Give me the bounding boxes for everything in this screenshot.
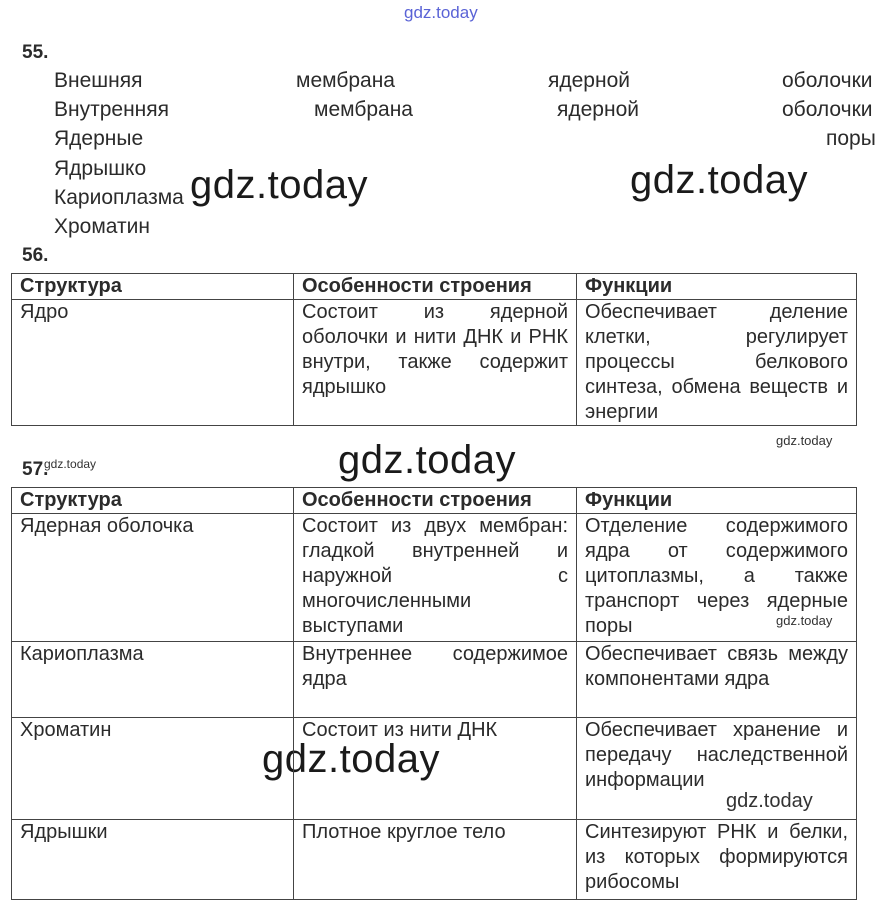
table-row — [12, 820, 857, 900]
structure-table-56 — [11, 273, 857, 426]
watermark-large: gdz.today — [262, 737, 440, 781]
watermark-small: gdz.today — [44, 457, 97, 471]
table-cell: Состоит из двух мембран: гладкой внутренней и наружной с многочисленными выступами — [294, 514, 577, 642]
task55-word: мембрана — [296, 69, 395, 92]
column-header: Структура — [12, 274, 294, 300]
table-cell: Обеспечивает связь между компонентами ядра — [577, 642, 857, 718]
column-header: Структура — [12, 488, 294, 514]
watermark-medium: gdz.today — [726, 790, 813, 812]
task-number: 56. — [22, 245, 49, 266]
task55-word: ядерной — [548, 69, 630, 92]
watermark-large: gdz.today — [338, 438, 516, 482]
table-row — [12, 300, 857, 426]
task55-word: ядерной — [557, 98, 639, 121]
column-header: Функции — [577, 274, 857, 300]
task55-word: мембрана — [314, 98, 413, 121]
task55-word: поры — [826, 127, 876, 150]
column-header: Особенности строения — [294, 274, 577, 300]
table-cell: Обеспечивает хранение и передачу наследственной информации — [577, 718, 857, 820]
task55-word: Кариоплазма — [54, 186, 184, 209]
watermark-top: gdz.today — [404, 3, 478, 22]
watermark-small: gdz.today — [776, 433, 833, 448]
table-cell: Состоит из ядерной оболочки и нити ДНК и РНК внутри, также содержит ядрышко — [294, 300, 577, 426]
task55-word: Внешняя — [54, 69, 143, 92]
table-header-row — [12, 274, 857, 300]
table-cell: Состоит из нити ДНК — [294, 718, 577, 820]
table-cell: Кариоплазма — [12, 642, 294, 718]
table-cell: Синтезируют РНК и белки, из которых формируются рибосомы — [577, 820, 857, 900]
table-cell: Ядро — [12, 300, 294, 426]
task55-word: Хроматин — [54, 215, 150, 238]
task-number: 55. — [22, 42, 49, 63]
table-cell: Обеспечивает деление клетки, регулирует процессы белкового синтеза, обмена веществ и энергии — [577, 300, 857, 426]
task55-word: Ядерные — [54, 127, 144, 150]
task55-word: оболочки — [782, 69, 873, 92]
table-row — [12, 642, 857, 718]
table-cell: Отделение содержимого ядра от содержимого цитоплазмы, а также транспорт через ядерные поры — [577, 514, 857, 642]
table-cell: Плотное круглое тело — [294, 820, 577, 900]
structure-table-57 — [11, 487, 857, 900]
table-cell: Хроматин — [12, 718, 294, 820]
task55-word: оболочки — [782, 98, 873, 121]
watermark-large: gdz.today — [630, 158, 808, 202]
column-header: Функции — [577, 488, 857, 514]
table-cell: Внутреннее содержимое ядра — [294, 642, 577, 718]
column-header: Особенности строения — [294, 488, 577, 514]
task-number: 57. — [22, 459, 49, 480]
task55-word: Ядрышко — [54, 157, 147, 180]
watermark-large: gdz.today — [190, 163, 368, 207]
table-header-row — [12, 488, 857, 514]
table-row — [12, 514, 857, 642]
watermark-small: gdz.today — [776, 613, 833, 628]
table-cell: Ядрышки — [12, 820, 294, 900]
task55-word: Внутренняя — [54, 98, 170, 121]
table-cell: Ядерная оболочка — [12, 514, 294, 642]
